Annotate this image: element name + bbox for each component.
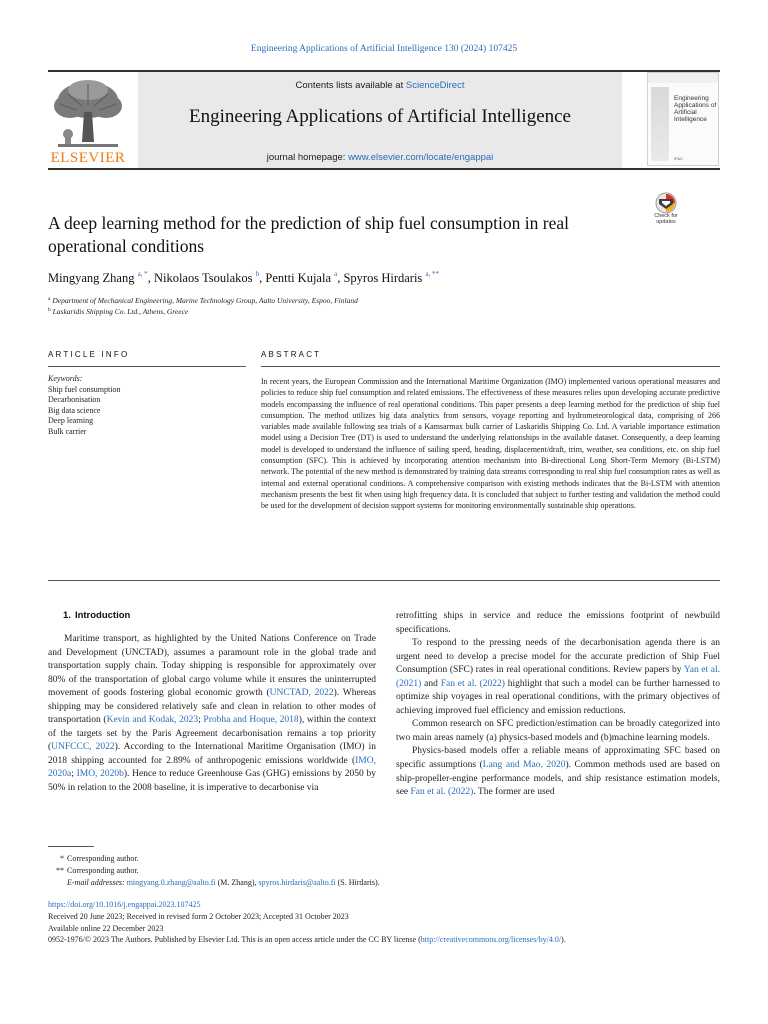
paragraph <box>396 637 720 718</box>
crossmark-label-1: Check for <box>654 213 678 219</box>
keyword: Big data science <box>48 405 101 415</box>
paragraph <box>48 633 376 796</box>
license-text: 0952-1976/© 2023 The Authors. Published by Elsevier Ltd. This is an open access article under the CC BY license ( <box>48 935 421 945</box>
journal-reference[interactable]: Engineering Applications of Artificial Intelligence 130 (2024) 107425 <box>250 44 518 54</box>
article-info-rule <box>48 366 246 367</box>
email-owner: (M. Zhang), <box>215 878 259 887</box>
footnote-text: Corresponding author. <box>67 854 139 863</box>
keyword: Decarbonisation <box>48 395 101 404</box>
cover-journal-title: Engineering Applications of Artificial Intelligence <box>674 95 717 123</box>
text-run: ). Hence to reduce Greenhouse Gas (GHG) emissions by 2050 by 50% in relation to the 2008 baseline, it is imperative to decarbonise via <box>48 769 377 794</box>
license-text-end: ). <box>561 935 566 945</box>
author-list: Mingyang Zhang $^{a, *}$, Nikolaos Tsoulakos $^b$, Pentti Kujala $^a$, Spyros Hirdaris $^{a, **}$ <box>48 270 440 285</box>
author-name[interactable]: Pentti Kujala <box>265 271 331 285</box>
license-link[interactable]: http://creativecommons.org/licenses/by/4.0/ <box>420 935 562 945</box>
citation-link[interactable]: Fan et al. (2022) <box>410 787 474 798</box>
text-run: Physics-based models offer a reliable means of approximating SFC based on specific assumptions ( <box>396 746 720 771</box>
body-column-right <box>396 610 720 800</box>
keyword: Bulk carrier <box>48 426 87 436</box>
email-footnote <box>48 877 380 889</box>
citation-link[interactable]: IMO, 2020b <box>76 769 124 780</box>
citation-link[interactable]: UNFCCC, 2022 <box>51 742 115 753</box>
crossmark-label-2: updates <box>656 219 676 225</box>
footnotes <box>48 853 380 889</box>
cover-top-band <box>648 73 718 83</box>
citation-link[interactable]: Lang and Mao, 2020 <box>482 760 566 771</box>
text-run: To respond to the pressing needs of the decarbonisation agenda there is an urgent need to develop a precise model for the accurate prediction of Ship Fuel Consumption (SFC) rates in real operational conditions. Review papers by <box>396 638 720 676</box>
author-name[interactable]: Nikolaos Tsoulakos <box>153 271 253 285</box>
keywords-label: Keywords: <box>48 374 83 383</box>
section-heading-introduction <box>63 610 130 621</box>
license-line <box>48 934 566 946</box>
abstract-heading: ABSTRACT <box>261 350 322 359</box>
cover-side-stripe <box>651 87 669 161</box>
footnote-rule <box>48 846 94 847</box>
received-dates: Received 20 June 2023; Received in revised form 2 October 2023; Accepted 31 October 2023 <box>48 911 349 921</box>
contents-availability <box>138 80 622 91</box>
bibliographic-info <box>48 899 566 946</box>
text-run: ), within the context of the targets set by the Paris Agreement decarbonisation remains a top priority ( <box>48 715 376 753</box>
author-marks[interactable]: a, ** <box>425 270 440 278</box>
text-run: . The former are used <box>473 787 555 798</box>
available-online: Available online 22 December 2023 <box>48 923 164 933</box>
crossmark-label[interactable] <box>644 213 688 225</box>
citation-link[interactable]: Fan et al. (2022) <box>440 678 505 689</box>
doi-link[interactable]: https://doi.org/10.1016/j.engappai.2023.107425 <box>48 900 201 909</box>
text-run: ). Whereas shipping may be considered relatively safe and clean in relation to other modes of transportation ( <box>48 688 377 726</box>
elsevier-wordmark: ELSEVIER <box>50 150 126 166</box>
contents-prefix: Contents lists available at <box>295 80 406 91</box>
footnote <box>48 865 380 877</box>
footnote-mark: ** <box>56 866 64 875</box>
author-name[interactable]: Spyros Hirdaris <box>343 271 423 285</box>
email-label: E-mail addresses: <box>67 878 125 887</box>
article-info-heading: ARTICLE INFO <box>48 350 130 359</box>
footnote-mark: * <box>60 854 64 863</box>
sciencedirect-link[interactable]: ScienceDirect <box>405 80 465 91</box>
paragraph <box>396 745 720 799</box>
masthead-bottom-rule <box>48 168 720 170</box>
text-run: ; <box>198 715 204 726</box>
affiliation-mark: b <box>48 307 51 313</box>
affiliation-mark: a <box>48 296 51 302</box>
paragraph: Common research on SFC prediction/estimation can be broadly categorized into two main areas namely (a) physics-based models and (b)machine learning models. <box>396 719 720 743</box>
abstract-rule <box>261 366 720 367</box>
keyword: Deep learning <box>48 416 94 425</box>
email-owner: (S. Hirdaris). <box>335 878 380 887</box>
text-run: highlight that such a model can be further harnessed to optimize ship voyages in real operational conditions, with the primary objectives of achieving improved fuel efficiency and emission reductions. <box>396 678 720 716</box>
affiliation <box>48 296 358 305</box>
text-run: ). Common methods used are based on ship-propeller-engine performance models, and ship resistance estimation models, see <box>396 760 720 798</box>
citation-link[interactable]: IMO, 2020a <box>48 755 376 780</box>
abstract-bottom-rule <box>48 580 720 581</box>
citation-link[interactable]: Kevin and Kodak, 2023 <box>106 715 199 726</box>
homepage-prefix: journal homepage: <box>266 152 349 163</box>
homepage-link[interactable]: www.elsevier.com/locate/engappai <box>348 152 494 163</box>
text-run: ). According to the International Maritime Organisation (IMO) in 2018 shipping accounted for 2.89% of anthropogenic emissions worldwide ( <box>48 742 376 766</box>
cover-footer: IFAC <box>674 156 683 161</box>
text-run: Maritime transport, as highlighted by the United Nations Conference on Trade and Development (UNCTAD), assumes a paramount role in the global trade and transportation supply chain. Today shipping is responsible for approximately over 80% of the transportation of global cargo volume while it ensures the uninterrupted movement of goods fostering global economic growth ( <box>48 634 376 699</box>
abstract-text: In recent years, the European Commission and the International Maritime Organization (IMO) implemented various operational measures and policies to reduce ship fuel consumption and related emissions. The effectiveness of these measures relies upon developing accurate predictive models encompassing the influence of real operational conditions. This paper presents a deep learning method for the prediction of ship fuel consumption. The method utilizes big data analytics from sensors, voyage reporting and hydrometeorological data, comprising of 266 variables made available following sea trials of a Kamsarmax bulk carrier of Laskaridis Shipping Co. Ltd. A variable importance estimation model using a Decision Tree (DT) is used to understand the underlying relationships in the available dataset. Consequently, a deep learning model is developed to understand the influence of sailing speed, heading, displacement/draft, trim, weather, sea conditions, etc. on ship fuel consumption (SFC). This is achieved by incorporating attention mechanism into Bi-directional Long Short-Term Memory (Bi-LSTM) network. The potential of the new method is demonstrated by training data streams corresponding to real ship fuel consumption rates as well as internal and external operational conditions. A comprehensive comparison with existing methods indicates that the Bi-LSTM with attention mechanism presents the best fit when using high frequency data. It is concluded that subject to further testing and validation the method could be used for the development of decision support systems for monitoring environmentally sustainable ship operations. <box>261 377 720 511</box>
author-marks[interactable]: a, * <box>137 270 148 278</box>
section-title: Introduction <box>74 610 131 621</box>
email-link[interactable]: mingyang.0.zhang@aalto.fi <box>126 878 216 887</box>
footnote <box>48 853 380 865</box>
journal-homepage <box>138 152 622 163</box>
citation-link[interactable]: Probha and Hoque, 2018 <box>203 715 299 726</box>
journal-cover-thumbnail[interactable] <box>647 72 719 166</box>
text-run: ; <box>71 769 77 780</box>
footnote-text: Corresponding author. <box>67 866 139 875</box>
affiliation <box>48 307 188 316</box>
paragraph: retrofitting ships in service and reduce the emissions footprint of newbuild specifications. <box>396 611 720 635</box>
text-run: and <box>421 678 441 689</box>
keywords-box <box>48 374 246 437</box>
citation-link[interactable]: UNCTAD, 2022 <box>269 688 334 699</box>
paper-title: A deep learning method for the prediction of ship fuel consumption in real operational conditions <box>48 213 569 256</box>
email-link[interactable]: spyros.hirdaris@aalto.fi <box>258 878 336 887</box>
keyword: Ship fuel consumption <box>48 384 121 394</box>
affiliation-text: Laskaridis Shipping Co. Ltd., Athens, Greece <box>52 307 189 316</box>
citation-link[interactable]: Yan et al. (2021) <box>396 665 721 689</box>
author-marks[interactable]: a <box>334 270 338 278</box>
author-marks[interactable]: b <box>255 270 260 278</box>
author-name[interactable]: Mingyang Zhang <box>48 271 135 285</box>
journal-title: Engineering Applications of Artificial Intelligence <box>189 106 571 127</box>
body-column-left <box>48 633 376 796</box>
affiliation-text: Department of Mechanical Engineering, Marine Technology Group, Aalto University, Espoo, Finland <box>52 296 358 305</box>
section-number: 1. <box>63 610 71 621</box>
